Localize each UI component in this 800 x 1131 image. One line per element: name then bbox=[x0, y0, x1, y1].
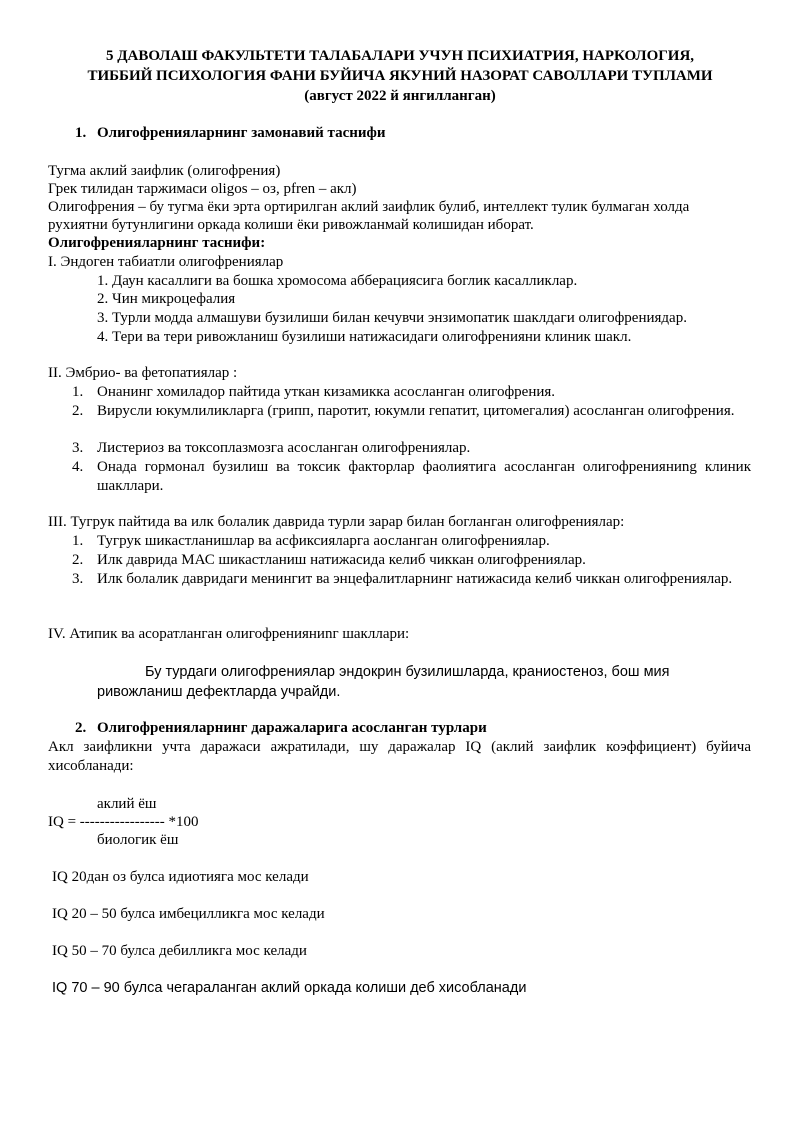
group-4-note-line-1: Бу турдаги олигофрениялар эндокрин бузилишларда, краниостеноз, бош мия bbox=[145, 664, 670, 680]
document-title-line-1: 5 ДАВОЛАШ ФАКУЛЬТЕТИ ТАЛАБАЛАРИ УЧУН ПСИХИАТРИЯ, НАРКОЛОГИЯ, bbox=[105, 48, 695, 64]
iq-level-2: IQ 20 – 50 булса имбецилликга мос келади bbox=[52, 906, 325, 922]
group-1-title: I. Эндоген табиатли олигофрениялар bbox=[48, 254, 284, 270]
group-3-item-1: Тугрук шикастланишлар ва асфиксияларга аосланган олигофрениялар. bbox=[97, 533, 550, 549]
group-3-item-1-number: 1. bbox=[72, 533, 84, 549]
iq-level-4: IQ 70 – 90 булса чегараланган аклий оркада колиши деб хисобланади bbox=[52, 980, 527, 996]
section-2-heading: Олигофренияларнинг даражаларига асосланган турлари bbox=[97, 720, 487, 736]
intro-line-2: Грек тилидан таржимаси oligos – оз, pfren – акл) bbox=[48, 181, 357, 197]
intro-line-3: Олигофрения – бу тугма ёки эрта ортирилган аклий заифлик булиб, интеллект тулик булмаган холда bbox=[48, 199, 690, 215]
group-3-item-2: Илк даврида МАС шикастланиш натижасида келиб чиккан олигофрениялар. bbox=[97, 552, 586, 568]
group-3-item-2-number: 2. bbox=[72, 552, 84, 568]
document-title-line-2: ТИББИЙ ПСИХОЛОГИЯ ФАНИ БУЙИЧА ЯКУНИЙ НАЗОРАТ САВОЛЛАРИ ТУПЛАМИ bbox=[87, 68, 713, 84]
iq-level-3: IQ 50 – 70 булса дебилликга мос келади bbox=[52, 943, 307, 959]
section-1-number: 1. bbox=[75, 125, 87, 141]
group-2-item-4: Онада гормонал бузилиш ва токсик факторлар фаолиятига асосланган олигофренияниng клиник шакллари. bbox=[97, 459, 751, 494]
group-4-note-line-2: ривожланиш дефектларда учрайди. bbox=[97, 684, 341, 700]
group-2-item-3: Листериоз ва токсоплазмозга асосланган олигофрениялар. bbox=[97, 440, 471, 456]
document-subtitle-date: (август 2022 й янгилланган) bbox=[304, 88, 496, 104]
group-2-item-1: Онанинг хомиладор пайтида уткан кизамикка асосланган олигофрения. bbox=[97, 384, 556, 400]
group-1-item-4: 4. Тери ва тери ривожланиш бузилиши натижасидаги олигофренияни клиник шакл. bbox=[97, 329, 632, 345]
group-2-item-4-number: 4. bbox=[72, 459, 84, 475]
group-1-item-2: 2. Чин микроцефалия bbox=[97, 291, 236, 307]
intro-line-1: Тугма аклий заифлик (олигофрения) bbox=[48, 163, 281, 179]
group-2-item-2: Вирусли юкумлиликларга (грипп, паротит, юкумли гепатит, цитомегалия) асосланган олигофрения. bbox=[97, 403, 735, 419]
group-4-title: IV. Атипик ва асоратланган олигофренияниnг шакллари: bbox=[48, 626, 410, 642]
group-3-title: III. Тугрук пайтида ва илк болалик даврида турли зарар билан богланган олигофрениялар: bbox=[48, 514, 625, 530]
intro-line-4: рухиятни бутунлигини оркада колиши ёки ривожланмай колишидан иборат. bbox=[48, 217, 534, 233]
section-1-heading: Олигофренияларнинг замонавий таснифи bbox=[97, 125, 386, 141]
group-3-item-3-number: 3. bbox=[72, 571, 84, 587]
section-2-number: 2. bbox=[75, 720, 87, 736]
group-2-item-2-number: 2. bbox=[72, 403, 84, 419]
formula-numerator: аклий ёш bbox=[97, 796, 157, 812]
group-2-title: II. Эмбрио- ва фетопатиялар : bbox=[48, 365, 238, 381]
classification-heading: Олигофренияларнинг таснифи: bbox=[48, 235, 266, 251]
group-1-item-1: 1. Даун касаллиги ва бошка хромосома абберацияcига боглик касалликлар. bbox=[97, 273, 578, 289]
group-2-item-3-number: 3. bbox=[72, 440, 84, 456]
group-3-item-3: Илк болалик давридаги менингит ва энцефалитларнинг натижасида келиб чиккан олигофрениялар. bbox=[97, 571, 733, 587]
formula-denominator: биологик ёш bbox=[97, 832, 179, 848]
section-2-intro: Акл заифликни учта даражаси ажратилади, шу даражалар IQ (аклий заифлик коэффициент) буйича хисобланади: bbox=[48, 739, 751, 774]
group-1-item-3: 3. Турли модда алмашуви бузилиши билан кечувчи энзимопатик шаклдаги олигофрениядар. bbox=[97, 310, 687, 326]
formula-iq: IQ = ----------------- *100 bbox=[48, 814, 199, 830]
iq-level-1: IQ 20дан оз булса идиотияга мос келади bbox=[52, 869, 309, 885]
group-2-item-1-number: 1. bbox=[72, 384, 84, 400]
